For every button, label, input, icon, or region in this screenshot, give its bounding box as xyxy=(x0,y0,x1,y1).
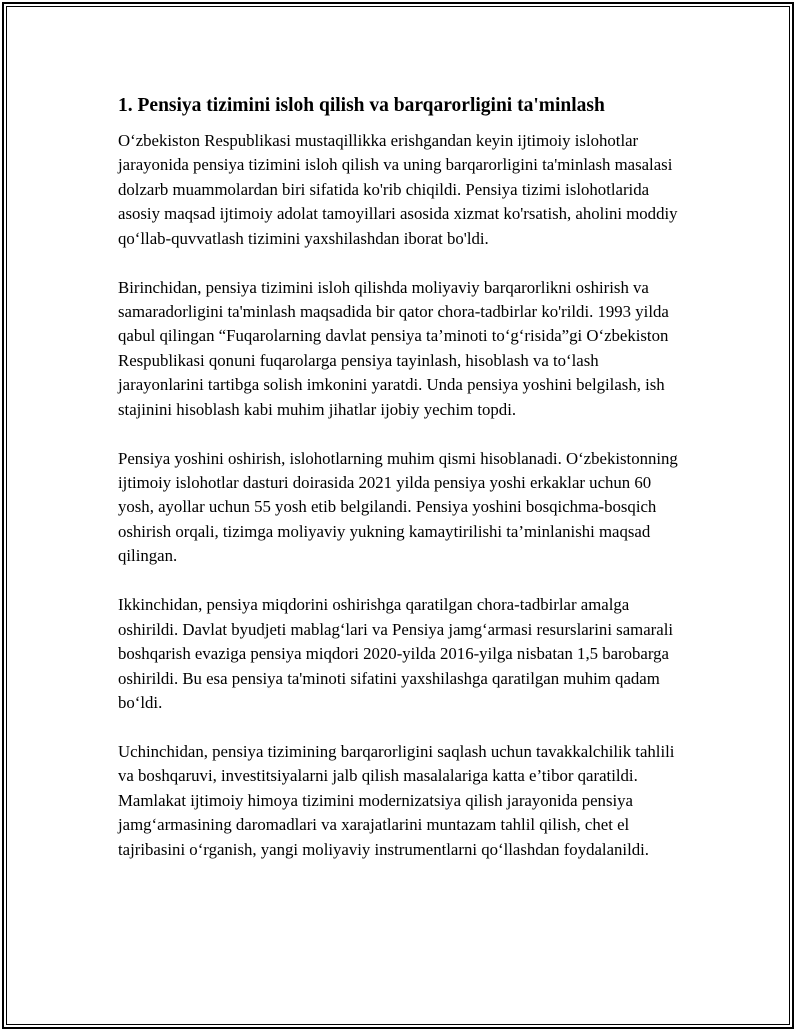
paragraph-intro: O‘zbekiston Respublikasi mustaqillikka erishgandan keyin ijtimoiy islohotlar jarayonida pensiya tizimini isloh qilish va uning barqarorligini ta'minlash masalasi dolzarb muammolardan biri sifatida ko'rib chiqildi. Pensiya tizimi islohotlarida asosiy maqsad ijtimoiy adolat tamoyillari asosida xizmat ko'rsatish, aholini moddiy qo‘llab-quvvatlash tizimini yaxshilashdan iborat bo'ldi. xyxy=(118,131,678,248)
paragraph-pension-age: Pensiya yoshini oshirish, islohotlarning muhim qismi hisoblanadi. O‘zbekistonning ijtimoiy islohotlar dasturi doirasida 2021 yilda pensiya yoshi erkaklar uchun 60 yosh, ayollar uchun 55 yosh etib belgilandi. Pensiya yoshini bosqichma-bosqich oshirish orqali, tizimga moliyaviy yukning kamaytirilishi ta’minlanishi maqsad qilingan. xyxy=(118,448,678,566)
document-body xyxy=(118,93,688,887)
paragraph-second-point: Ikkinchidan, pensiya miqdorini oshirishga qaratilgan chora-tadbirlar amalga oshirildi. Davlat byudjeti mablag‘lari va Pensiya jamg‘armasi resurslarini samarali boshqarish evaziga pensiya miqdori 2020-yilda 2016-yilga nisbatan 1,5 barobarga oshirildi. Bu esa pensiya ta'minoti sifatini yaxshilashga qaratilgan muhim qadam bo‘ldi. xyxy=(118,595,674,712)
section-heading: 1. Pensiya tizimini isloh qilish va barqarorligini ta'minlash xyxy=(118,95,605,116)
paragraph-third-point: Uchinchidan, pensiya tizimining barqarorligini saqlash uchun tavakkalchilik tahlili va boshqaruvi, investitsiyalarni jalb qilish masalalariga katta e’tibor qaratildi. Mamlakat ijtimoiy himoya tizimini modernizatsiya qilish jarayonida pensiya jamg‘armasining daromadlari va xarajatlarini muntazam tahlil qilish, chet el tajribasini o‘rganish, yangi moliyaviy instrumentlarni qo‘llashdan foydalanildi. xyxy=(118,741,675,859)
paragraph-first-point: Birinchidan, pensiya tizimini isloh qilishda moliyaviy barqarorlikni oshirish va samaradorligini ta'minlash maqsadida bir qator chora-tadbirlar ko'rildi. 1993 yilda qabul qilingan “Fuqarolarning davlat pensiya ta’minoti to‘g‘risida”gi O‘zbekiston Respublikasi qonuni fuqarolarga pensiya tayinlash, hisoblash va to‘lash jarayonlarini tartibga solish imkonini yaratdi. Unda pensiya yoshini belgilash, ish stajinini hisoblash kabi muhim jihatlar ijobiy yechim topdi. xyxy=(118,277,669,419)
